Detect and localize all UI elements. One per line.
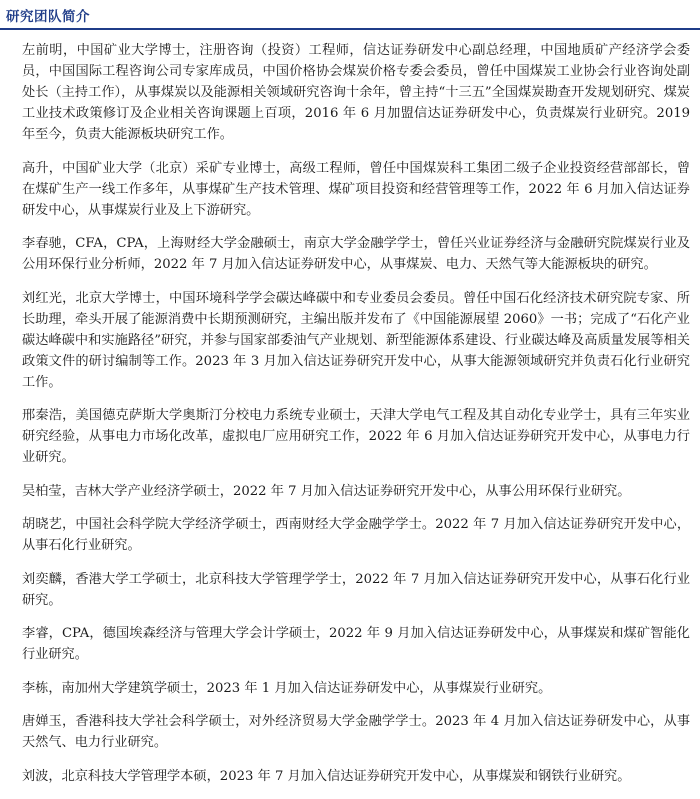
analyst-name: 唐婵玉	[22, 714, 62, 729]
bio-text: ，CPA，德国埃森经济与管理大学会计学硕士，2022 年 9 月加入信达证券研发中心，从事煤炭和煤矿智能化行业研究。	[22, 626, 690, 662]
bio-paragraph	[22, 514, 690, 556]
bio-text: ，中国矿业大学博士，注册咨询（投资）工程师，信达证券研发中心副总经理，中国地质矿产经济学会委员，中国国际工程咨询公司专家库成员，中国价格协会煤炭价格专委会委员，曾任中国煤炭工业协会行业咨询处副处长（主持工作），从事煤炭以及能源相关领域研究咨询十余年，曾主持“十三五”全国煤炭勘查开发规划研究、煤炭工业技术政策修订及企业相关咨询课题上百项，2016 年 6 月加盟信达证券研发中心，负责煤炭行业研究。2019 年至今，负责大能源板块研究工作。	[22, 43, 691, 142]
analyst-name: 刘波	[22, 768, 49, 784]
bio-paragraph	[22, 158, 690, 221]
bio-text: ，吉林大学产业经济学硕士，2022 年 7 月加入信达证券研究开发中心，从事公用环保行业研究。	[61, 483, 631, 499]
analyst-name: 李睿	[22, 626, 49, 641]
bio-paragraph	[22, 233, 690, 275]
analyst-name: 李春驰	[22, 236, 62, 251]
bio-paragraph	[22, 288, 690, 393]
bio-paragraph	[22, 711, 690, 753]
analyst-name: 吴柏莹	[22, 483, 62, 499]
bio-text: ，中国社会科学院大学经济学硕士，西南财经大学金融学学士。2022 年 7 月加入信达证券研究开发中心，从事石化行业研究。	[22, 517, 691, 553]
bio-text: ，CFA，CPA，上海财经大学金融硕士，南京大学金融学学士，曾任兴业证券经济与金融研究院煤炭行业及公用环保行业分析师，2022 年 7 月加入信达证券研发中心，从事煤炭、电力、天然气等大能源板块的研究。	[22, 236, 691, 272]
bio-list	[22, 40, 690, 799]
analyst-name: 邢秦浩	[22, 408, 63, 423]
bio-paragraph	[22, 481, 690, 502]
analyst-name: 刘奕麟	[22, 571, 62, 587]
bio-paragraph	[22, 766, 690, 787]
bio-text: ，香港大学工学硕士，北京科技大学管理学学士，2022 年 7 月加入信达证券研究开发中心，从事石化行业研究。	[22, 571, 691, 608]
bio-text: ，中国矿业大学（北京）采矿专业博士，高级工程师，曾任中国煤炭科工集团二级子企业投资经营部部长，曾在煤矿生产一线工作多年，从事煤矿生产技术管理、煤矿项目投资和经营管理等工作，2022 年 6 月加入信达证券研发中心，从事煤炭行业及上下游研究。	[22, 160, 691, 218]
bio-paragraph	[22, 678, 690, 699]
bio-paragraph	[22, 623, 690, 665]
analyst-name: 左前明	[22, 43, 63, 58]
analyst-name: 刘红光	[22, 290, 63, 306]
section-title: 研究团队简介	[6, 9, 90, 25]
bio-text: ，南加州大学建筑学硕士，2023 年 1 月加入信达证券研发中心，从事煤炭行业研究。	[48, 680, 552, 696]
bio-text: ，北京大学博士，中国环境科学学会碳达峰碳中和专业委员会委员。曾任中国石化经济技术研究院专家、所长助理，牵头开展了能源消费中长期预测研究，主编出版并发布了《中国能源展望 2060》一书；完成了“石化产业碳达峰碳中和实施路径”研究，并参与国家部委油气产业规划、新型能源体系建设、行业碳达峰及高质量发展等相关政策文件的研讨编制等工作。2023 年 3 月加入信达证券研究开发中心，从事大能源领域研究并负责石化行业研究工作。	[22, 290, 690, 390]
bio-paragraph	[22, 569, 690, 611]
bio-text: ，北京科技大学管理学本硕，2023 年 7 月加入信达证券研究开发中心，从事煤炭和钢铁行业研究。	[48, 768, 631, 784]
analyst-name: 李栋	[22, 680, 49, 696]
bio-text: ，香港科技大学社会科学硕士，对外经济贸易大学金融学学士。2023 年 4 月加入信达证券研发中心，从事天然气、电力行业研究。	[22, 714, 691, 750]
analyst-name: 高升	[22, 160, 49, 176]
title-divider	[0, 28, 700, 30]
bio-paragraph	[22, 405, 690, 468]
analyst-name: 胡晓艺	[22, 517, 62, 532]
bio-paragraph	[22, 40, 690, 145]
bio-text: ，美国德克萨斯大学奥斯汀分校电力系统专业硕士，天津大学电气工程及其自动化专业学士，具有三年实业研究经验，从事电力市场化改革，虚拟电厂应用研究工作，2022 年 6 月加入信达证券研究开发中心，从事电力行业研究。	[22, 408, 690, 465]
